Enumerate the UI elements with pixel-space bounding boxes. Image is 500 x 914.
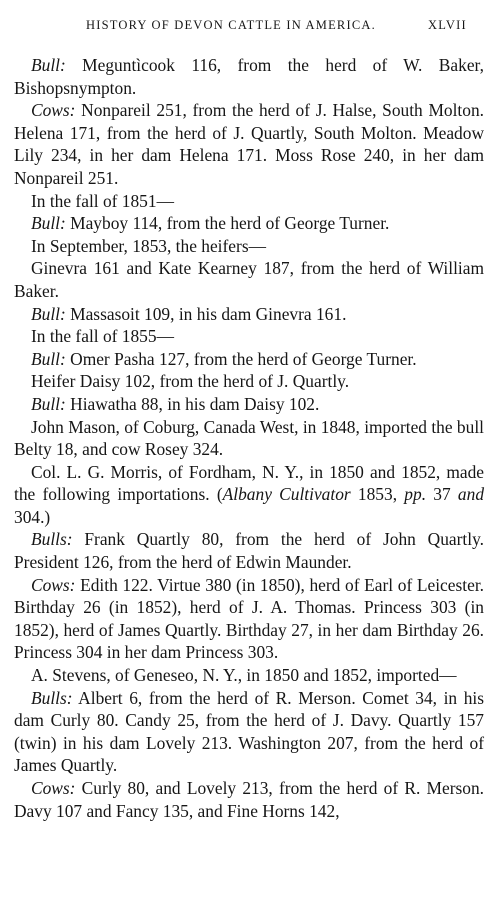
paragraph	[14, 528, 484, 573]
entry-label: Bull:	[31, 348, 66, 369]
citation-pages-abbrev: pp.	[404, 484, 427, 505]
paragraph	[14, 370, 484, 393]
paragraph	[14, 664, 484, 687]
entry-label: Cows:	[31, 100, 76, 121]
entry-label: Bull:	[31, 393, 66, 414]
paragraph-text: A. Stevens, of Geneseo, N. Y., in 1850 and 1852, imported—	[31, 665, 457, 686]
body-text	[14, 54, 484, 822]
paragraph-text: Frank Quartly 80, from the herd of John Quartly. President 126, from the herd of Edwin Maunder.	[14, 529, 484, 573]
paragraph-text: Omer Pasha 127, from the herd of George Turner.	[65, 348, 417, 369]
paragraph	[14, 190, 484, 213]
entry-label: Bull:	[31, 55, 66, 75]
paragraph	[14, 461, 484, 529]
page-header	[0, 18, 500, 38]
paragraph	[14, 348, 484, 371]
paragraph	[14, 212, 484, 235]
paragraph-text: Mayboy 114, from the herd of George Turner.	[65, 213, 390, 234]
page-number: XLVII	[428, 18, 467, 32]
entry-label: Cows:	[31, 778, 76, 798]
paragraph-text: In the fall of 1851—	[31, 190, 174, 211]
paragraph	[14, 574, 484, 664]
paragraph-text: Hiawatha 88, in his dam Daisy 102.	[65, 393, 320, 414]
paragraph-text: Edith 122. Virtue 380 (in 1850), herd of Earl of Leicester. Birthday 26 (in 1852), herd of J. A. Thomas. Princess 303 (in 1852), herd of James Quartly. Birthday 27, in her dam Birthday 26. Princess 304 in her dam Princess 303.	[14, 574, 484, 663]
paragraph	[14, 54, 484, 99]
paragraph	[14, 235, 484, 258]
entry-label: Cows:	[31, 574, 76, 595]
paragraph	[14, 325, 484, 348]
paragraph-text: Albert 6, from the herd of R. Merson. Comet 34, in his dam Curly 80. Candy 25, from the herd of J. Davy. Quartly 157 (twin) in his dam Lovely 213. Washington 207, from the herd of James Quartly.	[14, 687, 484, 776]
citation-title: Albany Cultivator	[222, 484, 351, 505]
paragraph-text: In the fall of 1855—	[31, 326, 174, 347]
paragraph	[14, 303, 484, 326]
citation-year: 1853,	[350, 484, 405, 505]
paragraph-text: Nonpareil 251, from the herd of J. Halse, South Molton. Helena 171, from the herd of J. Quartly, South Molton. Meadow Lily 234, in her dam Helena 171. Moss Rose 240, in her dam Nonpareil 251.	[14, 100, 484, 188]
paragraph-text: Heifer Daisy 102, from the herd of J. Quartly.	[31, 371, 350, 392]
paragraph-text: Meguntìcook 116, from the herd of W. Baker, Bishopsnympton.	[14, 55, 484, 98]
paragraph	[14, 416, 484, 461]
paragraph-text: In September, 1853, the heifers—	[31, 235, 266, 256]
entry-label: Bull:	[31, 213, 66, 234]
paragraph	[14, 99, 484, 189]
paragraph	[14, 687, 484, 777]
entry-label: Bull:	[31, 303, 66, 324]
paragraph-text: John Mason, of Coburg, Canada West, in 1848, imported the bull Belty 18, and cow Rosey 324.	[14, 416, 484, 460]
running-title: HISTORY OF DEVON CATTLE IN AMERICA.	[86, 18, 376, 32]
paragraph	[14, 257, 484, 302]
paragraph	[14, 777, 484, 822]
citation-page: 37	[426, 484, 458, 505]
citation-and: and	[457, 484, 485, 505]
paragraph-text: Col. L. G. Morris, of Fordham, N. Y., in 1850 and 1852, made the following importations. (	[14, 461, 484, 505]
paragraph-text: Curly 80, and Lovely 213, from the herd of R. Merson. Davy 107 and Fancy 135, and Fine Horns 142,	[14, 778, 484, 821]
paragraph-text: Ginevra 161 and Kate Kearney 187, from the herd of William Baker.	[14, 258, 484, 301]
paragraph-text: Massasoit 109, in his dam Ginevra 161.	[65, 303, 347, 324]
entry-label: Bulls:	[31, 687, 73, 708]
paragraph	[14, 393, 484, 416]
entry-label: Bulls:	[31, 529, 73, 550]
citation-tail: 304.)	[14, 506, 51, 527]
